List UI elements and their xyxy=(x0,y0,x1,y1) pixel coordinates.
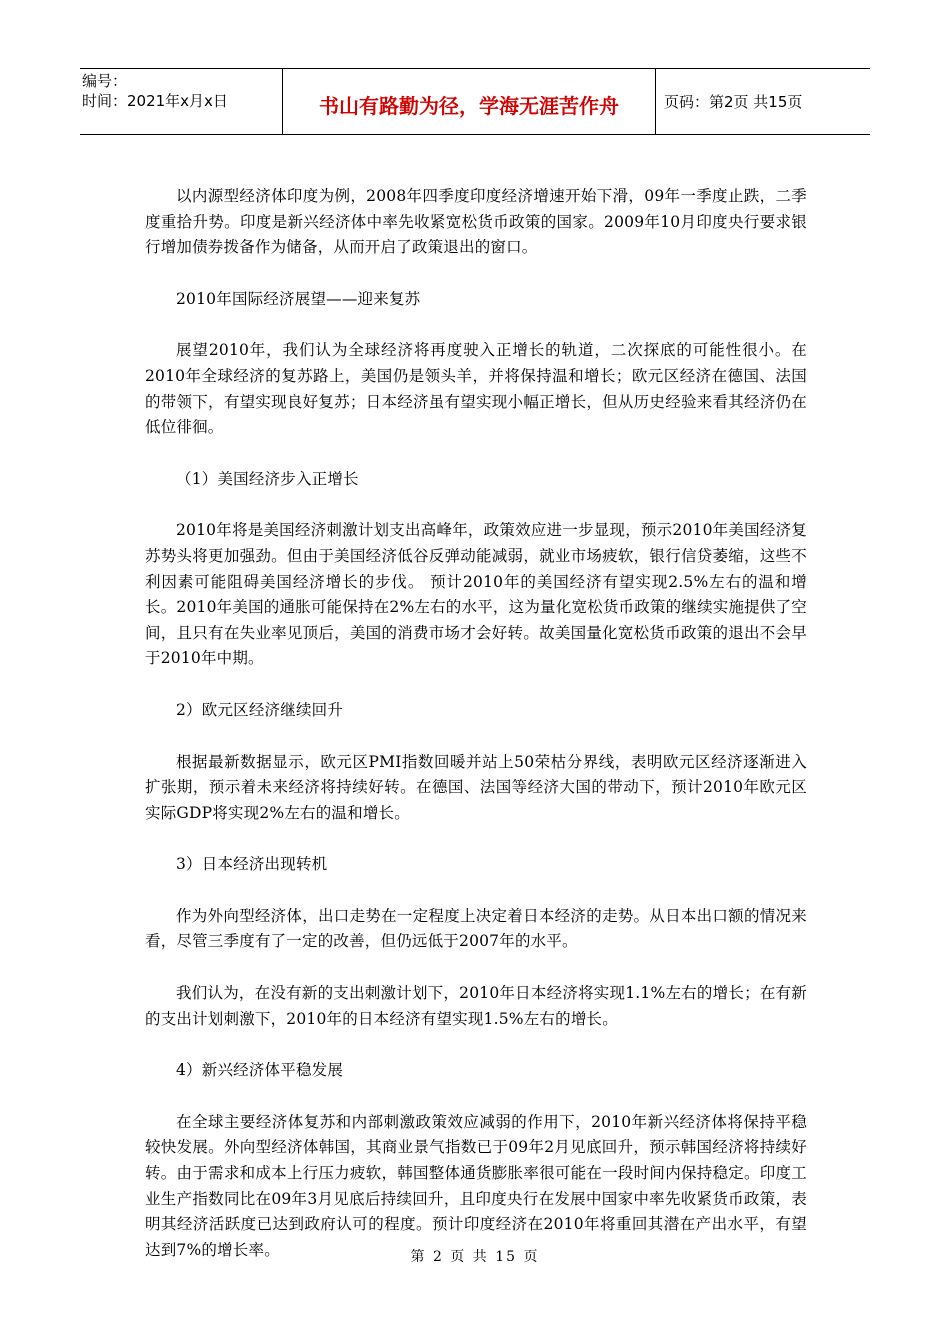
section-heading: （1）美国经济步入正增长 xyxy=(176,469,359,488)
paragraph: 作为外向型经济体，出口走势在一定程度上决定着日本经济的走势。从日本出口额的情况来看，尽管三季度有了一定的改善，但仍远低于2007年的水平。 xyxy=(145,906,807,951)
paragraph: 以内源型经济体印度为例，2008年四季度印度经济增速开始下滑，09年一季度止跌，二季度重拾升势。印度是新兴经济体中率先收紧宽松货币政策的国家。2009年10月印度央行要求银行增加债券拨备作为储备，从而开启了政策退出的窗口。 xyxy=(145,187,807,257)
header-motto: 书山有路勤为径，学海无涯苦作舟 xyxy=(283,69,656,134)
paragraph: 在全球主要经济体复苏和内部刺激政策效应减弱的作用下，2010年新兴经济体将保持平稳较快发展。外向型经济体韩国，其商业景气指数已于09年2月见底回升，预示韩国经济将持续好转。由于需求和成本上行压力疲软，韩国整体通货膨胀率很可能在一段时间内保持稳定。印度工业生产指数同比在09年3月见底后持续回升，且印度央行在发展中国家中率先收紧货币政策，表明其经济活跃度已达到政府认可的程度。预计印度经济在2010年将重回其潜在产出水平，有望达到7%的增长率。 xyxy=(145,1112,807,1259)
paragraph: 2010年将是美国经济刺激计划支出高峰年，政策效应进一步显现，预示2010年美国经济复苏势头将更加强劲。但由于美国经济低谷反弹动能减弱，就业市场疲软，银行信贷萎缩，这些不利因素可能阻碍美国经济增长的步伐。 预计2010年的美国经济有望实现2.5%左右的温和增长。2010年美国的通胀可能保持在2%左右的水平，这为量化宽松货币政策的继续实施提供了空间，且只有在失业率见顶后，美国的消费市场才会好转。故美国量化宽松货币政策的退出不会早于2010年中期。 xyxy=(145,521,807,668)
document-body xyxy=(145,184,807,1263)
paragraph: 我们认为，在没有新的支出刺激计划下，2010年日本经济将实现1.1%左右的增长；在有新的支出计划刺激下，2010年的日本经济有望实现1.5%左右的增长。 xyxy=(145,984,807,1028)
section-heading: 4）新兴经济体平稳发展 xyxy=(176,1061,344,1080)
page-header xyxy=(80,68,870,135)
header-page-info: 页码：第2页 共15页 xyxy=(664,93,803,111)
header-meta xyxy=(80,69,283,134)
time-label: 时间：2021年x月x日 xyxy=(82,92,228,110)
page-footer: 第 2 页 共 15 页 xyxy=(410,1249,540,1265)
section-heading: 2010年国际经济展望——迎来复苏 xyxy=(176,289,421,308)
number-label: 编号： xyxy=(82,72,128,90)
section-heading: 2）欧元区经济继续回升 xyxy=(176,700,344,719)
paragraph: 展望2010年，我们认为全球经济将再度驶入正增长的轨道，二次探底的可能性很小。在2010年全球经济的复苏路上，美国仍是领头羊，并将保持温和增长；欧元区经济在德国、法国的带领下，有望实现良好复苏；日本经济虽有望实现小幅正增长，但从历史经验来看其经济仍在低位徘徊。 xyxy=(145,341,807,437)
section-heading: 3）日本经济出现转机 xyxy=(176,855,328,874)
paragraph: 根据最新数据显示，欧元区PMI指数回暖并站上50荣枯分界线，表明欧元区经济逐渐进入扩张期，预示着未来经济将持续好转。在德国、法国等经济大国的带动下，预计2010年欧元区实际GDP将实现2%左右的温和增长。 xyxy=(145,752,807,822)
